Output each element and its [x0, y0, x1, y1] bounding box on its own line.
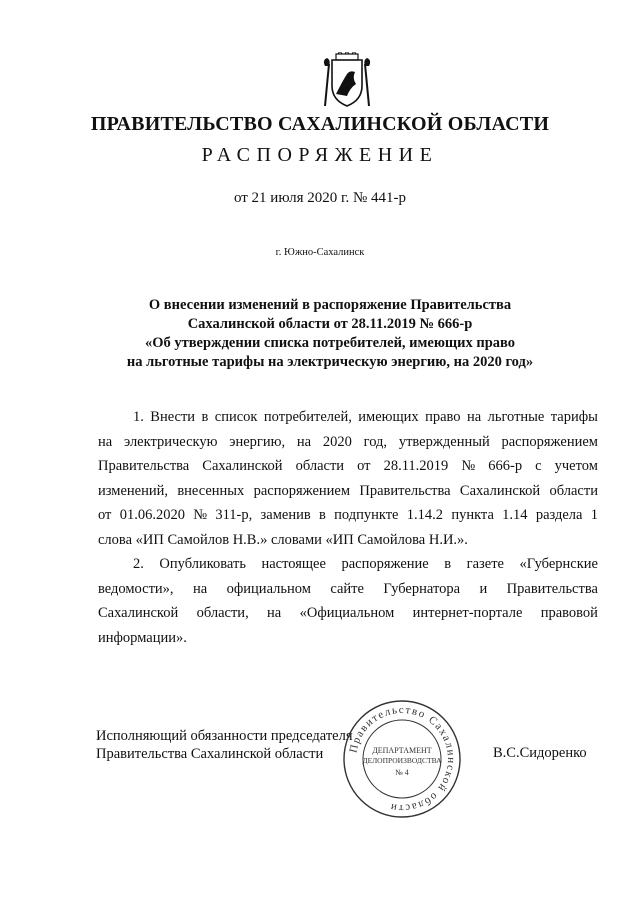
document-type-heading: РАСПОРЯЖЕНИЕ: [201, 144, 439, 166]
word: на: [98, 433, 113, 450]
word: утвержденный: [398, 433, 490, 450]
word: пункта: [451, 507, 494, 523]
word: области,: [196, 605, 249, 621]
word: ведомости»,: [98, 580, 174, 597]
stamp-center-line: ДЕЛОПРОИЗВОДСТВА: [362, 756, 442, 765]
word: Опубликовать: [159, 556, 246, 572]
word: 2020: [322, 433, 352, 450]
word: на: [267, 605, 282, 621]
body-line: [98, 552, 598, 577]
word: настоящее: [261, 556, 326, 572]
word: льготные: [487, 409, 545, 425]
word: в: [444, 556, 452, 572]
body-line: [98, 601, 598, 626]
word: области: [295, 458, 345, 474]
word: интернет-портале: [412, 605, 523, 621]
word: распоряжением: [253, 482, 351, 499]
word: Сахалинской: [459, 482, 541, 499]
word: год,: [363, 433, 388, 450]
word: раздела: [535, 507, 583, 523]
stamp-center-line: № 4: [395, 768, 409, 777]
word: 1: [590, 507, 598, 523]
word: с: [535, 458, 542, 474]
word: энергию,: [229, 433, 286, 450]
word: от: [357, 458, 371, 474]
body-line: [98, 454, 598, 479]
word: области: [549, 482, 598, 499]
word: 666-р: [488, 458, 523, 474]
body-line: слова «ИП Самойлов Н.В.» словами «ИП Самойлова Н.И.».: [98, 531, 468, 548]
word: 311-р,: [215, 507, 253, 523]
word: подпункте: [334, 507, 399, 523]
body-line: информации».: [98, 629, 187, 646]
word: распоряжение: [341, 556, 429, 572]
word: учетом: [554, 458, 598, 474]
body-line: [98, 405, 598, 430]
word: имеющих: [358, 409, 419, 425]
word: распоряжением: [501, 433, 598, 450]
body-line: [98, 479, 598, 504]
word: электрическую: [123, 433, 218, 450]
word: Сахалинской: [98, 605, 179, 621]
organization-heading: ПРАВИТЕЛЬСТВО САХАЛИНСКОЙ ОБЛАСТИ: [90, 113, 550, 135]
title-line: «Об утверждении списка потребителей, имеющих право: [144, 335, 516, 351]
word: в: [318, 507, 326, 523]
paragraph-1: [98, 405, 598, 552]
word: внесенных: [177, 482, 245, 499]
word: и: [479, 580, 488, 597]
body-line: [98, 577, 598, 602]
document-title: [60, 296, 600, 372]
word: 01.06.2020: [119, 507, 185, 523]
word: право: [425, 409, 461, 425]
word: Правительства: [359, 482, 451, 499]
signatory-name: В.С.Сидоренко: [493, 745, 587, 761]
word: сайте: [330, 580, 364, 597]
signatory-position: [96, 727, 353, 763]
body-line: [98, 503, 598, 528]
body-line: [98, 430, 598, 455]
word: правовой: [540, 605, 598, 621]
document-date-number: от 21 июля 2020 г. № 441-р: [233, 190, 407, 206]
position-line-2: Правительства Сахалинской области: [96, 746, 324, 762]
official-stamp: [340, 697, 464, 821]
paragraph-2: [98, 552, 598, 650]
position-line-1: Исполняющий обязанности председателя: [96, 728, 353, 744]
word: №: [193, 507, 208, 523]
word: «Губернские: [519, 556, 598, 572]
title-line: О внесении изменений в распоряжение Правительства: [148, 297, 512, 313]
word: заменив: [260, 507, 311, 523]
word: изменений,: [98, 482, 168, 499]
word: 28.11.2019: [383, 458, 449, 474]
word: тарифы: [550, 409, 598, 425]
word: на: [296, 433, 312, 450]
word: 1.14: [502, 507, 528, 523]
stamp-center-line: ДЕПАРТАМЕНТ: [372, 746, 432, 755]
word: Правительства: [98, 458, 190, 474]
word: Внести: [150, 409, 196, 425]
word: Правительства: [506, 580, 598, 597]
city-label: г. Южно-Сахалинск: [275, 247, 365, 258]
word: список: [214, 409, 258, 425]
title-line: Сахалинской области от 28.11.2019 № 666-р: [187, 316, 473, 332]
word: Губернатора: [383, 580, 461, 597]
word: 1.: [133, 409, 144, 425]
document-body: [98, 405, 598, 650]
word: официальном: [226, 580, 311, 597]
word: 2.: [133, 556, 144, 572]
title-line: на льготные тарифы на электрическую энергию, на 2020 год»: [126, 354, 534, 370]
word: Сахалинской: [202, 458, 283, 474]
word: на: [193, 580, 208, 597]
word: газете: [466, 556, 504, 572]
word: в: [201, 409, 209, 425]
word: №: [461, 458, 476, 474]
word: 1.14.2: [406, 507, 444, 523]
word: на: [466, 409, 482, 425]
coat-of-arms-emblem: [322, 52, 372, 108]
word: потребителей,: [263, 409, 352, 425]
stamp-ring-text: Правительство Сахалинской области: [347, 703, 458, 815]
word: от: [98, 507, 112, 523]
word: «Официальном: [299, 605, 395, 621]
